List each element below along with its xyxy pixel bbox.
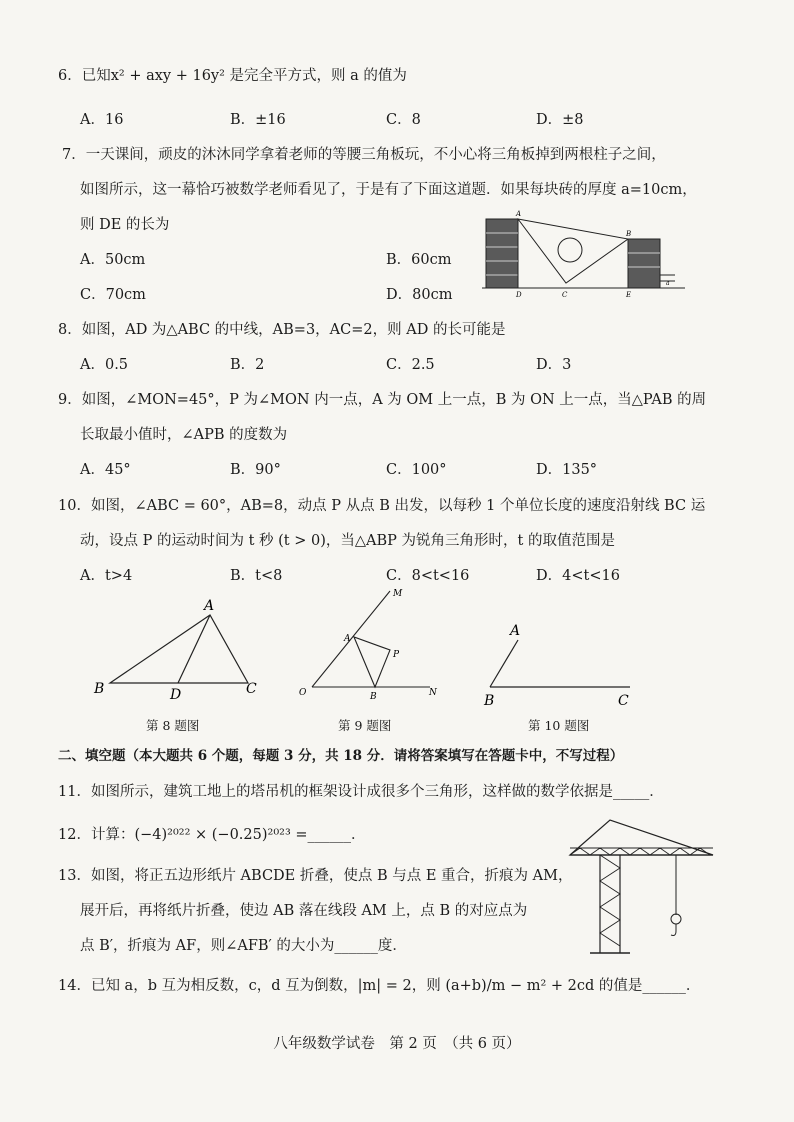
fig8-label-b: B (94, 681, 105, 697)
q7-label-b: B (626, 230, 632, 238)
question-7-line-2: 如图所示，这一幕恰巧被数学老师看见了，于是有了下面这道题．如果每块砖的厚度 a=10cm， (80, 182, 697, 198)
section-2-title: 二、填空题（本大题共 6 个题，每题 3 分，共 18 分．请将答案填写在答题卡中，不写过程） (58, 748, 624, 764)
fig8-label-d: D (170, 687, 182, 703)
question-9-line-1: 9．如图，∠MON=45°，P 为∠MON 内一点，A 为 OM 上一点，B 为 ON 上一点，当△PAB 的周 (58, 392, 707, 408)
q7-label-a-thickness: a (666, 280, 670, 287)
q7-label-a: A (516, 210, 522, 218)
q9-option-a: A．45° (80, 462, 131, 478)
q6-option-b: B．±16 (230, 112, 286, 128)
question-8: 8．如图，AD 为△ABC 的中线，AB=3，AC=2，则 AD 的长可能是 (58, 322, 506, 338)
question-13-line-3: 点 B′，折痕为 AF，则∠AFB′ 的大小为______度． (80, 938, 407, 954)
q7-label-e: E (626, 291, 632, 299)
fig9-label-a: A (344, 634, 351, 644)
fig9-label-p: P (393, 650, 400, 660)
question-11: 11．如图所示，建筑工地上的塔吊机的框架设计成很多个三角形，这样做的数学依据是_____． (58, 784, 664, 800)
figure-8-caption: 第 8 题图 (146, 718, 200, 733)
q9-option-b: B．90° (230, 462, 281, 478)
q8-option-a: A．0.5 (80, 357, 129, 373)
q9-option-d: D．135° (536, 462, 598, 478)
figure-10 (478, 615, 648, 710)
q10-option-a: A．t>4 (80, 568, 133, 584)
question-12: 12．计算：(−4)²⁰²² × (−0.25)²⁰²³ =______． (58, 827, 366, 843)
q7-option-c: C．70cm (80, 287, 146, 303)
q9-option-c: C．100° (386, 462, 447, 478)
figure-9-caption: 第 9 题图 (338, 718, 392, 733)
question-10-line-2: 动，设点 P 的运动时间为 t 秒 (t > 0)，当△ABP 为锐角三角形时，t 的取值范围是 (80, 533, 615, 549)
q8-option-b: B．2 (230, 357, 265, 373)
q7-figure (480, 205, 690, 300)
left-brick-column (486, 219, 518, 288)
triangle-hole (558, 238, 582, 262)
figure-8 (88, 595, 268, 705)
q7-label-c: C (562, 291, 568, 299)
q7-option-d: D．80cm (386, 287, 453, 303)
question-14: 14．已知 a，b 互为相反数，c，d 互为倒数，|m| = 2，则 (a+b)/m − m² + 2cd 的值是______． (58, 978, 701, 994)
question-9-line-2: 长取最小值时，∠APB 的度数为 (80, 427, 288, 443)
figure-10-caption: 第 10 题图 (528, 718, 590, 733)
fig9-label-b: B (370, 692, 377, 702)
question-13-line-2: 展开后，再将纸片折叠，使边 AB 落在线段 AM 上，点 B 的对应点为 (80, 903, 528, 919)
q10-option-d: D．4<t<16 (536, 568, 620, 584)
fig9-label-m: M (393, 589, 403, 599)
fig9-label-o: O (299, 688, 307, 698)
figure-9 (295, 585, 445, 705)
q7-option-b: B．60cm (386, 252, 452, 268)
question-13-line-1: 13．如图，将正五边形纸片 ABCDE 折叠，使点 B 与点 E 重合，折痕为 AM， (58, 868, 573, 884)
q8-option-d: D．3 (536, 357, 572, 373)
fig10-label-a: A (510, 623, 521, 639)
q6-option-c: C．8 (386, 112, 421, 128)
fig8-label-c: C (246, 681, 257, 697)
q10-option-b: B．t<8 (230, 568, 283, 584)
fig9-label-n: N (429, 688, 437, 698)
q7-option-a: A．50cm (80, 252, 146, 268)
question-7-line-3: 则 DE 的长为 (80, 217, 170, 233)
tower-crane-figure (568, 815, 718, 960)
q8-option-c: C．2.5 (386, 357, 435, 373)
q10-option-c: C．8<t<16 (386, 568, 470, 584)
page-footer: 八年级数学试卷 第 2 页 （共 6 页） (273, 1036, 521, 1052)
fig10-label-c: C (618, 693, 629, 709)
question-7-line-1: 7．一天课间，顽皮的沐沐同学拿着老师的等腰三角板玩，不小心将三角板掉到两根柱子之间， (62, 147, 666, 163)
question-6: 6．已知x² + axy + 16y² 是完全平方式，则 a 的值为 (58, 68, 407, 84)
q7-label-d: D (516, 291, 522, 299)
right-brick-column (628, 239, 660, 288)
q6-option-d: D．±8 (536, 112, 584, 128)
question-10-line-1: 10．如图，∠ABC = 60°，AB=8，动点 P 从点 B 出发，以每秒 1 个单位长度的速度沿射线 BC 运 (58, 498, 706, 514)
fig8-label-a: A (204, 598, 215, 614)
q6-option-a: A．16 (80, 112, 124, 128)
fig10-label-b: B (484, 693, 495, 709)
